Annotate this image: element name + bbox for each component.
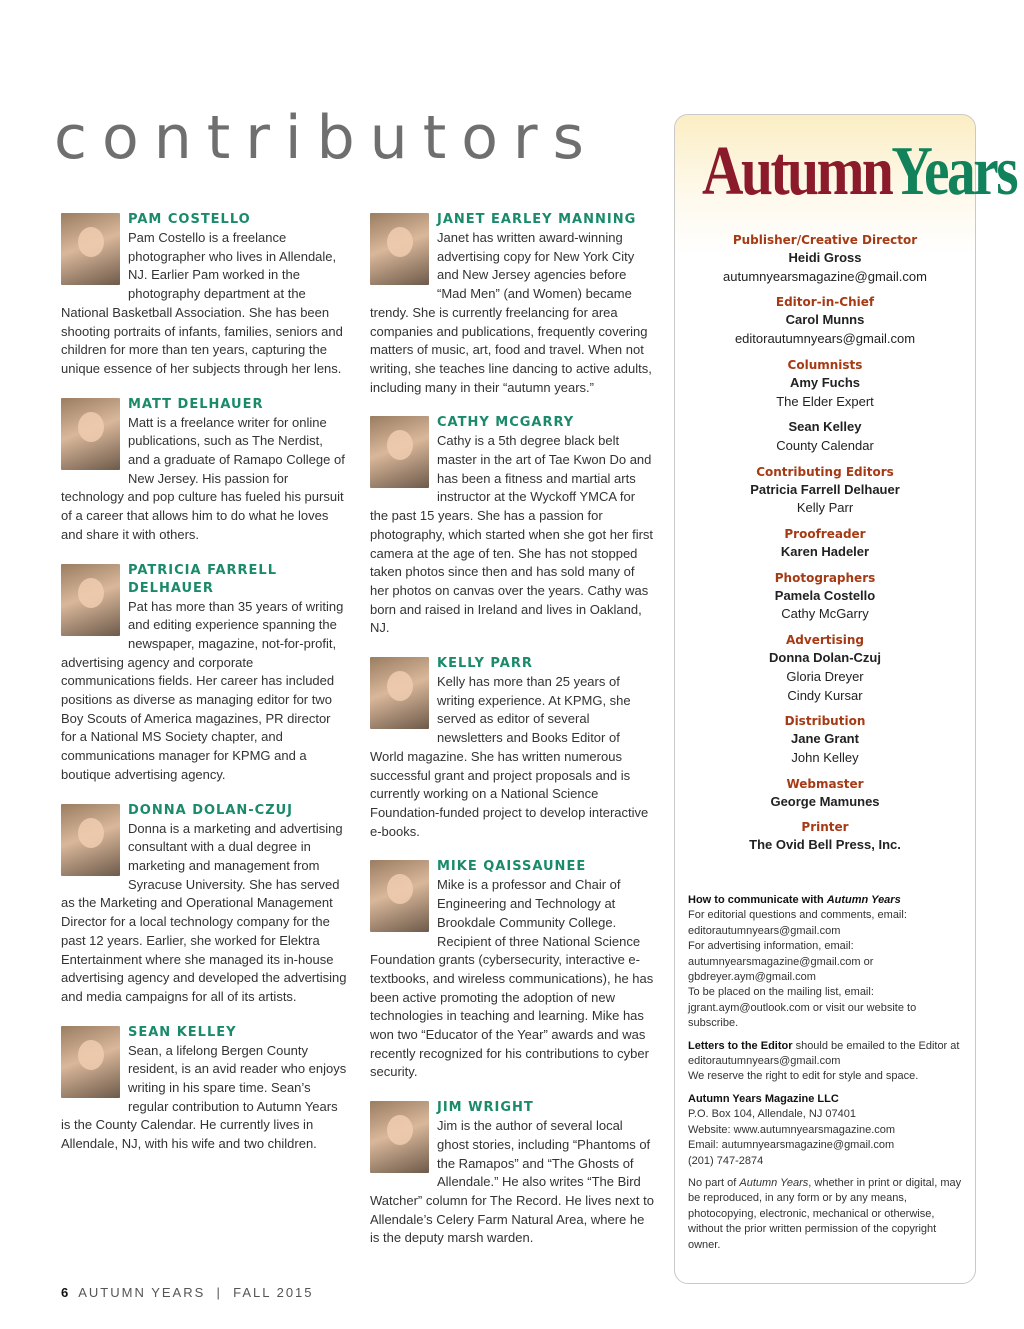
contributor-photo (370, 657, 429, 729)
contributor-photo (61, 564, 120, 636)
masthead-role: Contributing Editors (756, 464, 894, 479)
masthead-entry: Sean Kelley (788, 419, 862, 435)
contributor-name: MIKE QAISSAUNEE (437, 859, 587, 875)
info-line: gbdreyer.aym@gmail.com (688, 971, 816, 984)
contributor-bio (370, 211, 654, 397)
contributor-bio (370, 858, 654, 1082)
masthead-entry: Heidi Gross (788, 250, 862, 265)
masthead-entry: John Kelley (791, 749, 859, 765)
masthead-role: Editor-in-Chief (775, 295, 875, 310)
logo-years: Years (891, 133, 1017, 210)
masthead-list (675, 231, 975, 855)
contributor-description: Pat has more than 35 years of writing and editing experience spanning the newspaper, magazine, not-for-profit, advertising agency and corporate communications fields. Her career has included positions as diverse as managing editor for two Boy Scouts of America magazines, PR director for a National MS Society chapter, and communications manager for KPMG and a boutique advertising agency. (61, 598, 344, 782)
contributor-name: PAM COSTELLO (128, 212, 251, 227)
masthead-role: Advertising (786, 633, 864, 648)
contributor-description: Matt is a freelance writer for online publications, such as The Nerdist, and a graduate of Ramapo College of New Jersey. His passion for technology and pop culture has fueled his pursuit of a career that allows him to do what he loves and share it with others. (61, 414, 345, 542)
masthead-entry: The Elder Expert (776, 393, 874, 409)
rights-notice: No part of Autumn Years, whether in print or digital, may be reproduced, in any form or by any means, photocopying, electronic, mechanical or otherwise, without the prior written permission of the copyright owner. (688, 1176, 962, 1251)
masthead-role: Columnists (787, 357, 863, 372)
info-line: To be placed on the mailing list, email: (688, 986, 874, 999)
contributors-column-right (370, 211, 654, 1248)
contributor-bio (370, 414, 654, 638)
contributor-photo (61, 398, 120, 470)
letters-info: Letters to the Editor should be emailed to the Editor at editorautumnyears@gmail.com We reserve the right to edit for style and space. (688, 1039, 960, 1083)
masthead-entry: Jane Grant (791, 731, 859, 747)
contributor-name: PATRICIA FARRELL DELHAUER (128, 562, 277, 596)
contributor-description: Pam Costello is a freelance photographer who lives in Allendale, NJ. Earlier Pam worked in the photography department at the National Basketball Association. She has been shooting portraits of infants, families, seniors and children for more than ten years, capturing the unique essence of her subjects through her lens. (61, 230, 343, 376)
logo-autumn: Autumn (702, 133, 892, 210)
how-lines (688, 909, 916, 1029)
contributor-bio (61, 396, 347, 545)
masthead-role: Printer (801, 820, 849, 835)
info-line: Website: www.autumnyearsmagazine.com (688, 1123, 896, 1136)
contributor-name: SEAN KELLEY (128, 1024, 237, 1040)
autumn-years-logo (702, 133, 1017, 210)
masthead-role: Distribution (784, 714, 866, 729)
contributor-description: Donna is a marketing and advertising consultant with a dual degree in marketing and management from Syracuse University. She has served as the Marketing and Operational Management Director for a local technology company for the past 12 years. Earlier, she worked for Elektra Entertainment where she managed its in-house advertising agency and developed the advertising and media campaigns for all of its artists. (61, 820, 347, 1004)
contributor-bio (61, 211, 347, 379)
contributor-name: KELLY PARR (437, 656, 533, 672)
page-title: contributors (54, 103, 599, 173)
contributor-photo (61, 213, 120, 285)
contributor-name: DONNA DOLAN-CZUJ (128, 802, 294, 818)
contributor-photo (61, 804, 120, 876)
masthead-entry: Karen Hadeler (780, 544, 870, 560)
contributor-name: MATT DELHAUER (128, 396, 264, 412)
info-line: P.O. Box 104, Allendale, NJ 07401 (688, 1108, 856, 1121)
masthead-entry: autumnyearsmagazine@gmail.com (723, 268, 927, 284)
masthead-entry: Amy Fuchs (789, 374, 861, 390)
info-line: (201) 747-2874 (688, 1154, 764, 1167)
masthead-panel (674, 114, 1017, 1284)
contributor-description: Cathy is a 5th degree black belt master in the art of Tae Kwon Do and has been a fitness and martial arts instructor at the Wyckoff YMCA for the past 15 years. She has a passion for photography, which started when she got her first camera at the age of ten. She has not stopped taken photos since then and has sold many of her photos on canvas over the years. Cathy was born and raised in Ireland and lives in Oakland, NJ. (370, 433, 654, 636)
info-line: subscribe. (688, 1017, 739, 1030)
contact-info (688, 893, 963, 1260)
contributor-photo (61, 1026, 120, 1098)
masthead-entry: County Calendar (776, 437, 874, 453)
contributor-name: JANET EARLEY MANNING (437, 212, 637, 227)
company-info: Autumn Years Magazine LLC P.O. Box 104, Allendale, NJ 07401 Website: www.autumnyearsmagazine.com Email: autumnyearsmagazine@gmail.com (201) 747-2874 (688, 1092, 896, 1167)
info-line: editorautumnyears@gmail.com (688, 924, 841, 937)
contributor-photo (370, 1101, 429, 1173)
masthead-entry: editorautumnyears@gmail.com (734, 331, 916, 347)
info-line: Email: autumnyearsmagazine@gmail.com (688, 1139, 895, 1152)
info-line: For editorial questions and comments, email: (688, 909, 907, 922)
info-line: jgrant.aym@outlook.com or visit our website to (688, 1001, 917, 1014)
masthead-entry: Pamela Costello (774, 587, 876, 603)
contributor-photo (370, 860, 429, 932)
contributor-bio (61, 562, 347, 785)
contributors-column-left (61, 211, 347, 1154)
contributor-bio (61, 802, 347, 1007)
contributor-description: Janet has written award-winning advertising copy for New York City and New Jersey agencies before “Mad Men” (and Women) became trendy. She is currently freelancing for area companies and publications, frequently covering matters of music, art, food and travel. When not writing, she teaches line dancing to active adults, including many in their “autumn years.” (370, 230, 652, 395)
masthead-role: Proofreader (784, 527, 866, 542)
masthead-role: Webmaster (786, 776, 864, 791)
contributor-bio (370, 1099, 654, 1248)
page-footer (61, 1285, 314, 1300)
contributor-description: Sean, a lifelong Bergen County resident, is an avid reader who enjoys writing in his spare time. Sean’s regular contribution to Autumn Years is the County Calendar. He currently lives in Allendale, NJ, with his wife and two children. (61, 1042, 347, 1152)
contributor-name: CATHY MCGARRY (437, 415, 575, 431)
masthead-entry: Kelly Parr (796, 500, 854, 516)
contributor-photo (370, 416, 429, 488)
masthead-entry: Cathy McGarry (781, 606, 869, 622)
info-line: autumnyearsmagazine@gmail.com or (688, 955, 874, 968)
masthead-entry: Carol Munns (785, 312, 865, 328)
contributor-description: Mike is a professor and Chair of Engineering and Technology at Brookdale Community College. Recipient of three National Science Foundation grants (cybersecurity, interactive e-textbooks, and wireless communications), he has been active promoting the adoption of new technologies in teaching and learning. Mike has won two “Educator of the Year” awards and was recently recognized for his contributions to cyber security. (370, 877, 654, 1080)
contributor-photo (370, 213, 429, 285)
masthead-role: Publisher/Creative Director (732, 233, 918, 247)
footer-text: AUTUMN YEARS | FALL 2015 (78, 1285, 314, 1300)
masthead-entry: Patricia Farrell Delhauer (750, 481, 900, 497)
contributor-description: Jim is the author of several local ghost stories, including “Phantoms of the Ramapos” and “The Ghosts of Allendale.” He also writes “The Bird Watcher” column for The Record. He lives next to Allendale’s Celery Farm Natural Area, where he is the deputy marsh warden. (370, 1118, 654, 1246)
page-number: 6 (61, 1285, 71, 1300)
contributor-bio (61, 1024, 347, 1154)
contributor-name: JIM WRIGHT (437, 1100, 534, 1116)
contributor-bio (370, 655, 654, 841)
masthead-entry: Cindy Kursar (787, 687, 863, 703)
contributor-description: Kelly has more than 25 years of writing experience. At KPMG, she served as editor of several newsletters and Books Editor of World magazine. She has written numerous successful grant and project proposals and is currently working on a National Science Foundation-funded project to develop interactive e-books. (370, 674, 649, 839)
how-heading: How to communicate with Autumn Years (688, 894, 901, 906)
info-line: For advertising information, email: (688, 940, 854, 953)
masthead-entry: Gloria Dreyer (786, 668, 864, 684)
masthead-role: Photographers (774, 570, 876, 585)
masthead-entry: George Mamunes (770, 793, 880, 809)
masthead-entry: Donna Dolan-Czuj (769, 650, 881, 666)
masthead-entry: The Ovid Bell Press, Inc. (749, 837, 901, 853)
